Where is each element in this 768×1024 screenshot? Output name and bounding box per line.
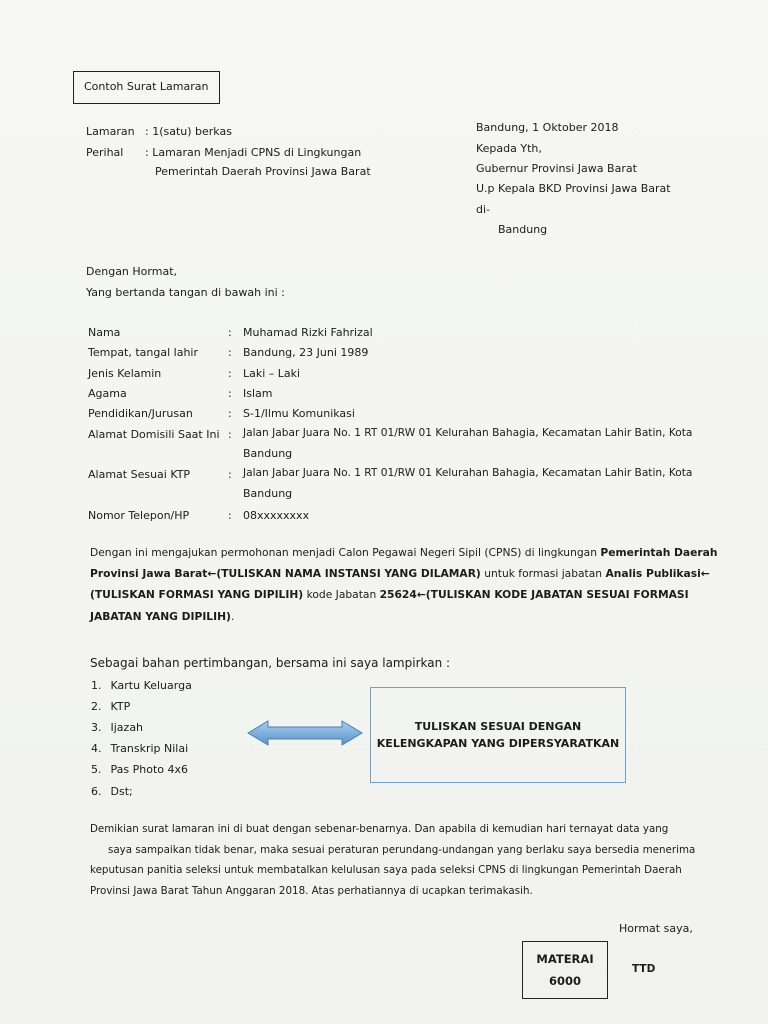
list-item: 3. Ijazah <box>91 721 144 734</box>
instruction-note: JABATAN YANG DIPILIH) <box>90 610 231 623</box>
closing-line3: keputusan panitia seleksi untuk membatalkan kelulusan saya pada seleksi CPNS di lingkungan Pemerintah Daerah <box>90 864 682 876</box>
application-line2 <box>90 564 710 584</box>
field-value: Islam <box>243 387 273 400</box>
field-label: Alamat Sesuai KTP <box>88 468 191 481</box>
closing-line1: Demikian surat lamaran ini di buat dengan sebenar-benarnya. Dan apabila di kemudian hari ternayat data yang <box>90 823 669 835</box>
field-sep: : <box>228 509 232 522</box>
intro-text: Yang bertanda tangan di bawah ini : <box>86 286 285 299</box>
application-line1 <box>90 543 717 563</box>
instansi-name-cont: Provinsi Jawa Barat <box>90 567 208 580</box>
list-item: 6. Dst; <box>91 785 133 798</box>
field-label: Nomor Telepon/HP <box>88 509 190 522</box>
application-text: untuk formasi jabatan <box>480 567 606 580</box>
field-value: Jalan Jabar Juara No. 1 RT 01/RW 01 Kelurahan Bahagia, Kecamatan Lahir Batin, Kota <box>243 427 693 439</box>
recipient-name: Gubernur Provinsi Jawa Barat <box>476 162 637 175</box>
application-text: kode Jabatan <box>303 588 380 601</box>
recipient-city: Bandung <box>498 223 548 236</box>
letter-date: Bandung, 1 Oktober 2018 <box>476 121 619 134</box>
field-sep: : <box>228 468 232 481</box>
application-line3 <box>90 585 689 605</box>
closing-line2: saya sampaikan tidak benar, maka sesuai peraturan perundang-undangan yang berlaku saya bersedia menerima <box>108 844 696 856</box>
materai-value: 6000 <box>548 974 581 988</box>
field-value-cont: Bandung <box>243 447 293 460</box>
closing-line4: Provinsi Jawa Barat Tahun Anggaran 2018. Atas perhatiannya di ucapkan terimakasih. <box>90 885 533 897</box>
greeting: Dengan Hormat, <box>86 265 177 278</box>
instruction-note: (TULISKAN FORMASI YANG DIPILIH) <box>90 588 304 601</box>
field-value: Muhamad Rizki Fahrizal <box>243 326 373 339</box>
field-value: S-1/Ilmu Komunikasi <box>243 407 355 420</box>
left-arrow-icon: ← <box>700 567 710 580</box>
field-sep: : <box>228 346 232 359</box>
list-item: 1. Kartu Keluarga <box>91 679 192 692</box>
period: . <box>230 610 235 623</box>
left-arrow-icon: ← <box>207 567 217 580</box>
field-value: Laki – Laki <box>243 367 301 380</box>
field-sep: : <box>228 407 232 420</box>
instansi-name: Pemerintah Daerah <box>600 546 718 559</box>
recipient-attn: U.p Kepala BKD Provinsi Jawa Barat <box>476 182 671 195</box>
list-item: 5. Pas Photo 4x6 <box>91 763 188 776</box>
lampiran-value: : 1(satu) berkas <box>145 125 232 138</box>
field-sep: : <box>228 428 232 441</box>
perihal-line2: Pemerintah Daerah Provinsi Jawa Barat <box>155 165 371 178</box>
perihal-label: Perihal <box>86 146 124 159</box>
list-item: 4. Transkrip Nilai <box>91 742 189 755</box>
field-value-cont: Bandung <box>243 487 293 500</box>
field-label: Pendidikan/Jurusan <box>88 407 193 420</box>
regards-text: Hormat saya, <box>619 922 693 935</box>
requirements-note-line1: TULISKAN SESUAI DENGAN <box>414 720 582 733</box>
field-value: 08xxxxxxxx <box>243 509 310 522</box>
instruction-note: (TULISKAN KODE JABATAN SESUAI FORMASI <box>425 588 689 601</box>
field-label: Alamat Domisili Saat Ini <box>88 428 220 441</box>
double-arrow-icon <box>246 719 364 747</box>
recipient-di: di- <box>476 203 491 216</box>
attachments-intro: Sebagai bahan pertimbangan, bersama ini saya lampirkan : <box>90 656 451 670</box>
materai-stamp-box <box>522 941 608 999</box>
application-text: Dengan ini mengajukan permohonan menjadi Calon Pegawai Negeri Sipil (CPNS) di lingkungan <box>90 546 601 559</box>
field-sep: : <box>228 326 232 339</box>
lampiran-label: Lamaran <box>86 125 135 138</box>
jabatan-name: Analis Publikasi <box>605 567 701 580</box>
instruction-note: (TULISKAN NAMA INSTANSI YANG DILAMAR) <box>216 567 481 580</box>
ttd-label: TTD <box>632 963 656 975</box>
kode-jabatan: 25624 <box>379 588 417 601</box>
left-arrow-icon: ← <box>416 588 426 601</box>
perihal-line1: : Lamaran Menjadi CPNS di Lingkungan <box>145 146 362 159</box>
application-line4 <box>90 607 234 627</box>
field-label: Nama <box>88 326 121 339</box>
field-sep: : <box>228 387 232 400</box>
materai-label: MATERAI <box>536 952 594 966</box>
field-sep: : <box>228 367 232 380</box>
requirements-note-box <box>370 687 626 783</box>
requirements-note-line2: KELENGKAPAN YANG DIPERSYARATKAN <box>376 737 620 750</box>
field-label: Jenis Kelamin <box>88 367 162 380</box>
recipient-to: Kepada Yth, <box>476 142 542 155</box>
field-label: Tempat, tangal lahir <box>88 346 199 359</box>
field-label: Agama <box>88 387 127 400</box>
list-item: 2. KTP <box>91 700 131 713</box>
field-value: Jalan Jabar Juara No. 1 RT 01/RW 01 Kelurahan Bahagia, Kecamatan Lahir Batin, Kota <box>243 467 693 479</box>
title-box: Contoh Surat Lamaran <box>73 71 220 104</box>
field-value: Bandung, 23 Juni 1989 <box>243 346 369 359</box>
